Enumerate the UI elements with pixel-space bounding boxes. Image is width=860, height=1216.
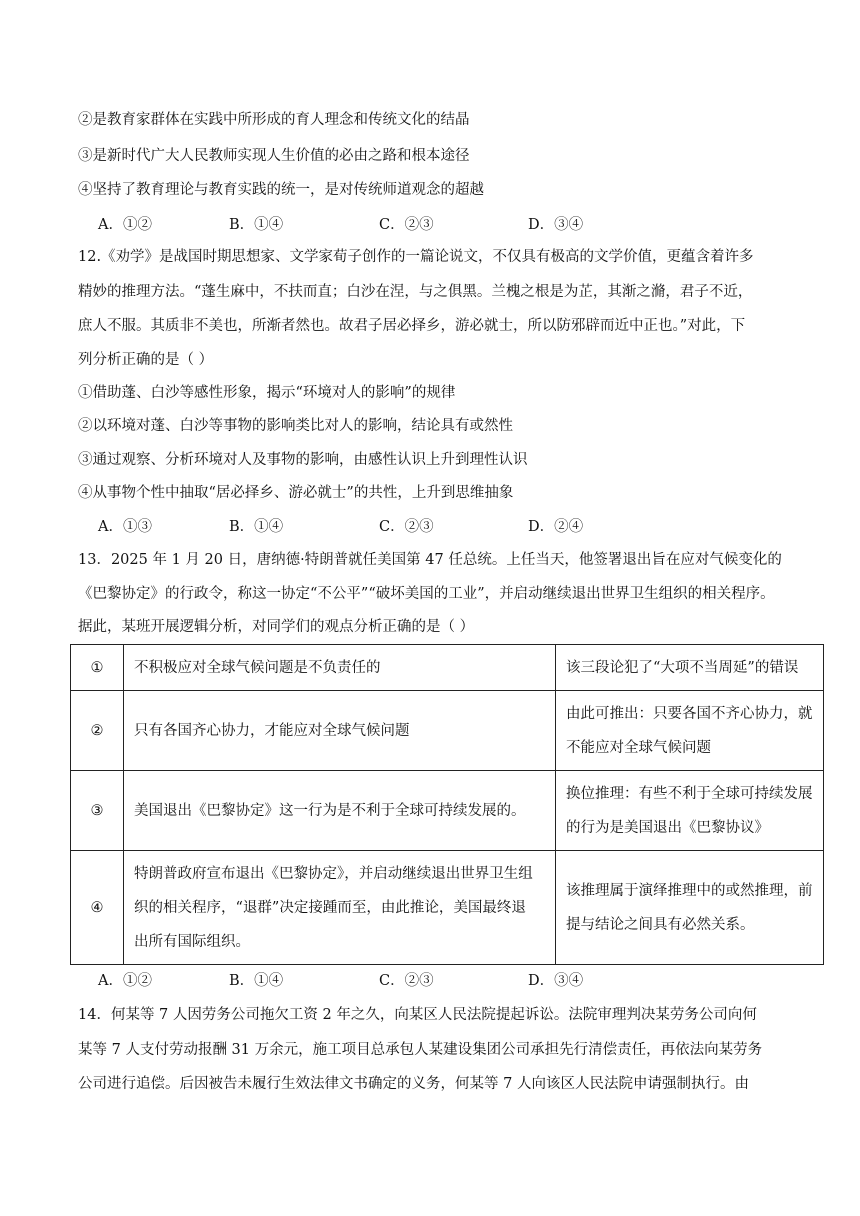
q12-option-c[interactable]: C．②③ bbox=[379, 519, 434, 535]
q13-option-c[interactable]: C．②③ bbox=[379, 973, 434, 989]
analysis-cell bbox=[556, 691, 824, 771]
q11-option-c[interactable]: C．②③ bbox=[379, 217, 434, 233]
table-row bbox=[71, 851, 824, 965]
cell-line: 的行为是美国退出《巴黎协议》 bbox=[566, 819, 769, 836]
viewpoint-cell bbox=[124, 645, 556, 691]
q13-stem-line-2: 《巴黎协定》的行政令，称这一协定“不公平”“破坏美国的工业”，并启动继续退出世界卫生组织的相关程序。 bbox=[78, 586, 775, 602]
q11-options bbox=[98, 215, 618, 235]
q12-options bbox=[98, 517, 618, 537]
cell-line: 特朗普政府宣布退出《巴黎协定》，并启动继续退出世界卫生组 bbox=[134, 865, 533, 882]
q13-option-a[interactable]: A．①② bbox=[98, 973, 152, 989]
cell-line: 出所有国际组织。 bbox=[134, 933, 250, 950]
q12-statement-4: ④从事物个性中抽取“居必择乡、游必就士”的共性，上升到思维抽象 bbox=[78, 485, 514, 501]
cell-line: 该三段论犯了“大项不当周延”的错误 bbox=[566, 659, 799, 676]
q12-statement-1: ①借助蓬、白沙等感性形象，揭示“环境对人的影响”的规律 bbox=[78, 385, 456, 401]
q11-option-b[interactable]: B．①④ bbox=[229, 217, 284, 233]
row-number: ① bbox=[71, 645, 124, 691]
cell-line: 该推理属于演绎推理中的或然推理，前 bbox=[566, 882, 813, 899]
q11-option-d[interactable]: D．③④ bbox=[528, 217, 584, 233]
analysis-cell bbox=[556, 771, 824, 851]
q12-stem-line-1: 12.《劝学》是战国时期思想家、文学家荀子创作的一篇论说文，不仅具有极高的文学价值，更蕴含着许多 bbox=[78, 249, 754, 265]
q14-stem-line-2: 某等 7 人支付劳动报酬 31 万余元，施工项目总承包人某建设集团公司承担先行清偿责任，再依法向某劳务 bbox=[78, 1042, 763, 1058]
q11-statement-4: ④坚持了教育理论与教育实践的统一，是对传统师道观念的超越 bbox=[78, 182, 484, 198]
cell-line: 提与结论之间具有必然关系。 bbox=[566, 916, 755, 933]
table-row bbox=[71, 771, 824, 851]
q12-option-a[interactable]: A．①③ bbox=[98, 519, 152, 535]
cell-line: 由此可推出：只要各国不齐心协力，就 bbox=[566, 705, 813, 722]
q12-statement-2: ②以环境对蓬、白沙等事物的影响类比对人的影响，结论具有或然性 bbox=[78, 418, 513, 434]
q13-analysis-table bbox=[70, 644, 824, 965]
cell-line: 只有各国齐心协力，才能应对全球气候问题 bbox=[134, 722, 410, 739]
q14-stem-line-3: 公司进行追偿。后因被告未履行生效法律文书确定的义务，何某等 7 人向该区人民法院申请强制执行。由 bbox=[78, 1076, 749, 1092]
q13-option-b[interactable]: B．①④ bbox=[229, 973, 284, 989]
cell-line: 美国退出《巴黎协定》这一行为是不利于全球可持续发展的。 bbox=[134, 802, 526, 819]
cell-line: 不能应对全球气候问题 bbox=[566, 739, 711, 756]
viewpoint-cell bbox=[124, 851, 556, 965]
q13-stem-line-3: 据此，某班开展逻辑分析，对同学们的观点分析正确的是（ ） bbox=[78, 619, 475, 635]
q11-statement-3: ③是新时代广大人民教师实现人生价值的必由之路和根本途径 bbox=[78, 148, 470, 164]
viewpoint-cell bbox=[124, 691, 556, 771]
q13-stem-line-1: 13．2025 年 1 月 20 日，唐纳德·特朗普就任美国第 47 任总统。上任当天，他签署退出旨在应对气候变化的 bbox=[78, 552, 782, 568]
viewpoint-cell bbox=[124, 771, 556, 851]
q13-options bbox=[98, 971, 618, 991]
row-number: ② bbox=[71, 691, 124, 771]
q12-option-d[interactable]: D．②④ bbox=[528, 519, 584, 535]
cell-line: 换位推理：有些不利于全球可持续发展 bbox=[566, 785, 813, 802]
q12-stem-line-2: 精妙的推理方法。“蓬生麻中，不扶而直；白沙在涅，与之俱黑。兰槐之根是为芷，其渐之滫，君子不近， bbox=[78, 284, 753, 300]
cell-line: 不积极应对全球气候问题是不负责任的 bbox=[134, 659, 381, 676]
q11-option-a[interactable]: A．①② bbox=[98, 217, 152, 233]
q14-stem-line-1: 14．何某等 7 人因劳务公司拖欠工资 2 年之久，向某区人民法院提起诉讼。法院审理判决某劳务公司向何 bbox=[78, 1007, 757, 1023]
q12-stem-line-4: 列分析正确的是（ ） bbox=[78, 352, 214, 368]
row-number: ③ bbox=[71, 771, 124, 851]
q13-option-d[interactable]: D．③④ bbox=[528, 973, 584, 989]
table-row bbox=[71, 691, 824, 771]
q12-statement-3: ③通过观察、分析环境对人及事物的影响，由感性认识上升到理性认识 bbox=[78, 452, 528, 468]
q12-stem-line-3: 庶人不服。其质非不美也，所渐者然也。故君子居必择乡，游必就士，所以防邪辟而近中正也。”对此，下 bbox=[78, 318, 746, 334]
cell-line: 织的相关程序，“退群”决定接踵而至，由此推论，美国最终退 bbox=[134, 899, 526, 916]
table-row bbox=[71, 645, 824, 691]
q12-option-b[interactable]: B．①④ bbox=[229, 519, 284, 535]
q11-statement-2: ②是教育家群体在实践中所形成的育人理念和传统文化的结晶 bbox=[78, 112, 470, 128]
row-number: ④ bbox=[71, 851, 124, 965]
analysis-cell bbox=[556, 851, 824, 965]
analysis-cell bbox=[556, 645, 824, 691]
